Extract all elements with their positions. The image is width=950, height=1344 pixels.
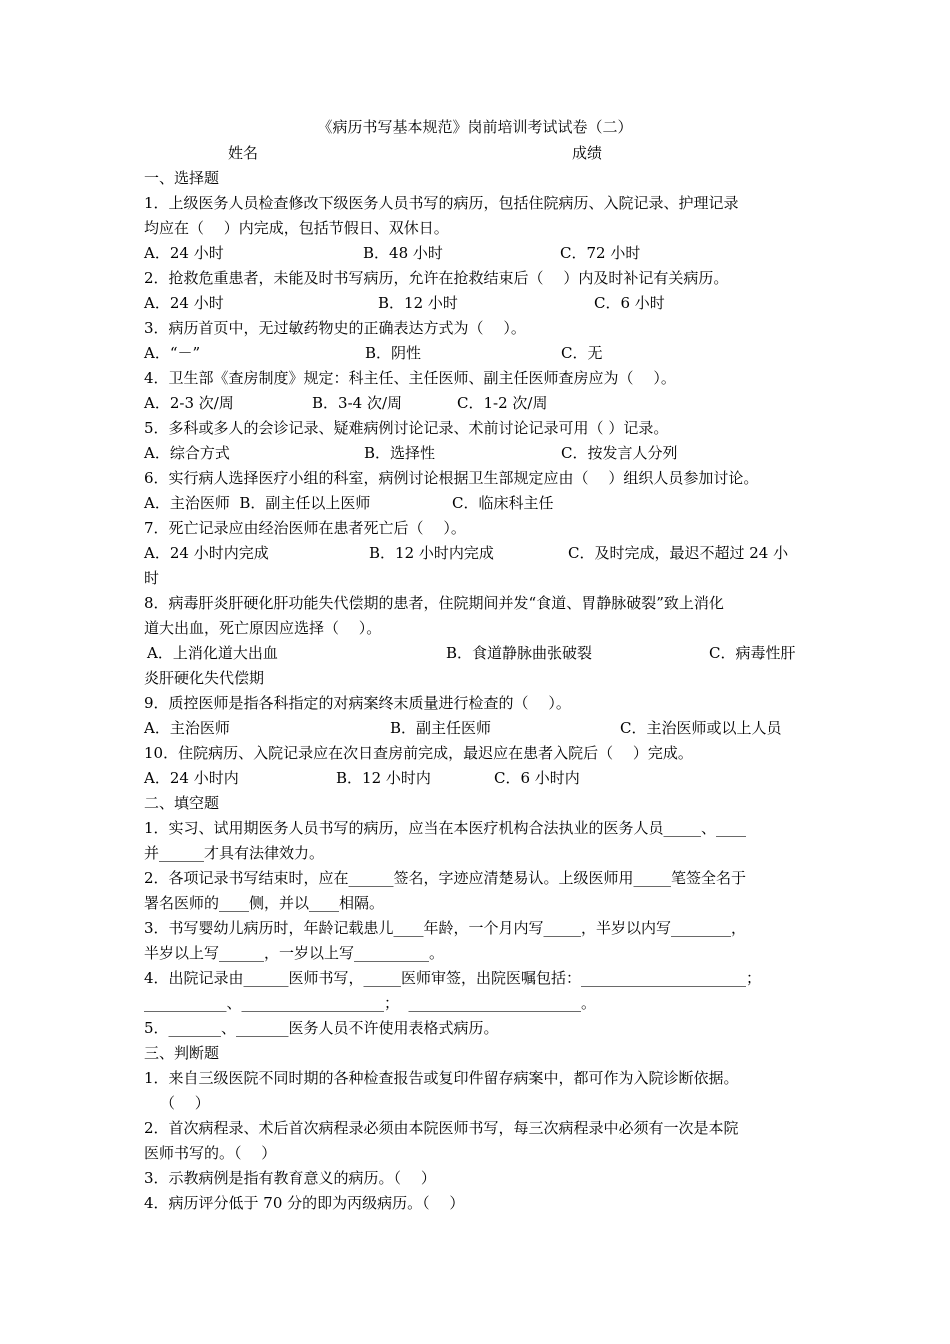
- q9-option-b: B．副主任医师: [390, 719, 492, 737]
- q10-option-b: B．12 小时内: [336, 769, 431, 787]
- fill-2-line-1: 2．各项记录书写结束时，应在______签名，字迹应清楚易认。上级医师用_____笔签全名于: [144, 869, 747, 887]
- question-8-line-1: 8．病毒肝炎肝硬化肝功能失代偿期的患者，住院期间并发“食道、胃静脉破裂”致上消化: [144, 594, 724, 612]
- q9-option-a: A．主治医师: [144, 719, 230, 737]
- q8-option-a: A．上消化道大出血: [147, 644, 278, 662]
- question-1-line-2: 均应在（ ）内完成，包括节假日、双休日。: [144, 219, 449, 237]
- question-2: 2．抢救危重患者，未能及时书写病历，允许在抢救结束后（ ）内及时补记有关病历。: [144, 269, 729, 287]
- q6-option-c: C．临床科主任: [452, 494, 554, 512]
- fill-3-line-2: 半岁以上写______，一岁以上写__________。: [144, 944, 445, 962]
- judge-2-line-2: 医师书写的。（ ）: [144, 1144, 277, 1162]
- q7-option-a: A．24 小时内完成: [144, 544, 269, 562]
- judge-1-line-1: 1．来自三级医院不同时期的各种检查报告或复印件留存病案中，都可作为入院诊断依据。: [144, 1069, 739, 1087]
- q6-option-ab: A．主治医师 B．副主任以上医师: [144, 494, 371, 512]
- fill-4-line-2: ___________、___________________； _______________________。: [144, 994, 597, 1012]
- judge-4: 4．病历评分低于 70 分的即为丙级病历。（ ）: [144, 1194, 465, 1212]
- name-label: 姓名: [228, 144, 259, 162]
- question-9: 9．质控医师是指各科指定的对病案终末质量进行检查的（ ）。: [144, 694, 571, 712]
- q4-option-c: C．1-2 次/周: [457, 394, 548, 412]
- exam-title: 《病历书写基本规范》岗前培训考试试卷（二）: [317, 118, 633, 136]
- section-choice-heading: 一、选择题: [144, 169, 220, 187]
- q4-option-b: B．3-4 次/周: [312, 394, 403, 412]
- q4-option-a: A．2-3 次/周: [144, 394, 234, 412]
- q8-option-b: B．食道静脉曲张破裂: [446, 644, 593, 662]
- judge-3: 3．示教病例是指有教育意义的病历。（ ）: [144, 1169, 436, 1187]
- q2-option-b: B．12 小时: [378, 294, 458, 312]
- question-5: 5．多科或多人的会诊记录、疑难病例讨论记录、术前讨论记录可用（ ）记录。: [144, 419, 669, 437]
- judge-1-line-2: （ ）: [160, 1094, 210, 1112]
- q5-option-c: C．按发言人分列: [561, 444, 678, 462]
- q3-option-c: C．无: [561, 344, 603, 362]
- question-7: 7．死亡记录应由经治医师在患者死亡后（ ）。: [144, 519, 466, 537]
- section-judge-heading: 三、判断题: [144, 1044, 220, 1062]
- judge-2-line-1: 2．首次病程录、术后首次病程录必须由本院医师书写，每三次病程录中必须有一次是本院: [144, 1119, 739, 1137]
- q5-option-b: B．选择性: [364, 444, 436, 462]
- q10-option-c: C．6 小时内: [494, 769, 580, 787]
- q1-option-c: C．72 小时: [560, 244, 641, 262]
- question-10: 10．住院病历、入院记录应在次日查房前完成，最迟应在患者入院后（ ）完成。: [144, 744, 693, 762]
- q7-option-c-cont: 时: [144, 569, 160, 587]
- q1-option-b: B．48 小时: [363, 244, 443, 262]
- question-3: 3．病历首页中，无过敏药物史的正确表达方式为（ ）。: [144, 319, 526, 337]
- question-4: 4．卫生部《查房制度》规定：科主任、主任医师、副主任医师查房应为（ ）。: [144, 369, 676, 387]
- question-6: 6．实行病人选择医疗小组的科室，病例讨论根据卫生部规定应由（ ）组织人员参加讨论。: [144, 469, 759, 487]
- q10-option-a: A．24 小时内: [144, 769, 239, 787]
- fill-1-line-1: 1．实习、试用期医务人员书写的病历，应当在本医疗机构合法执业的医务人员_____、____: [144, 819, 747, 837]
- q8-option-c: C．病毒性肝: [709, 644, 796, 662]
- q2-option-c: C．6 小时: [594, 294, 665, 312]
- fill-2-line-2: 署名医师的____侧，并以____相隔。: [144, 894, 385, 912]
- q3-option-a: A．“－”: [144, 344, 201, 362]
- q7-option-c: C．及时完成，最迟不超过 24 小: [568, 544, 789, 562]
- score-label: 成绩: [572, 144, 603, 162]
- fill-5: 5．_______、_______医务人员不许使用表格式病历。: [144, 1019, 499, 1037]
- q3-option-b: B．阴性: [365, 344, 422, 362]
- q8-option-c-cont: 炎肝硬化失代偿期: [144, 669, 265, 687]
- fill-1-line-2: 并______才具有法律效力。: [144, 844, 325, 862]
- fill-3-line-1: 3．书写婴幼儿病历时，年龄记载患儿____年龄，一个月内写_____，半岁以内写________，: [144, 919, 747, 937]
- q2-option-a: A．24 小时: [144, 294, 224, 312]
- q7-option-b: B．12 小时内完成: [369, 544, 494, 562]
- q9-option-c: C．主治医师或以上人员: [620, 719, 782, 737]
- section-fill-heading: 二、填空题: [144, 794, 220, 812]
- fill-4-line-1: 4．出院记录由______医师书写，_____医师审签，出院医嘱包括：______________________；: [144, 969, 762, 987]
- question-8-line-2: 道大出血，死亡原因应选择（ ）。: [144, 619, 382, 637]
- question-1-line-1: 1．上级医务人员检查修改下级医务人员书写的病历，包括住院病历、入院记录、护理记录: [144, 194, 739, 212]
- q1-option-a: A．24 小时: [144, 244, 224, 262]
- q5-option-a: A．综合方式: [144, 444, 230, 462]
